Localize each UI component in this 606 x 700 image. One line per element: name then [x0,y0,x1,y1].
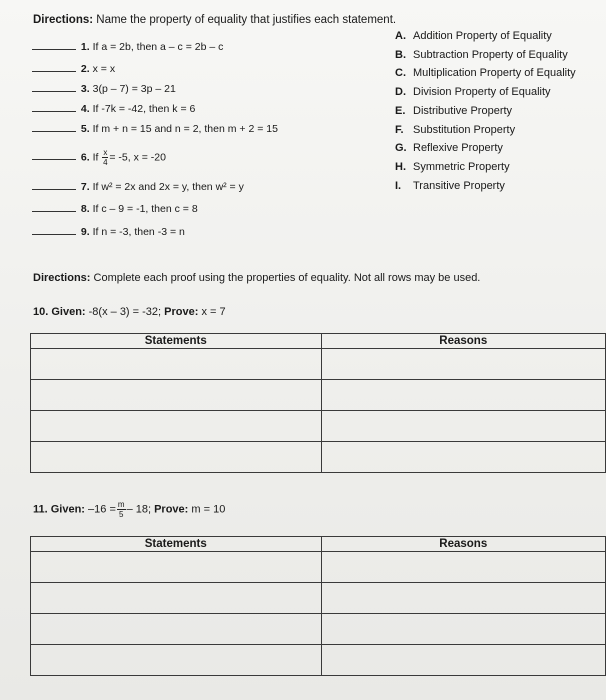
answer-blank[interactable] [32,91,76,92]
reason-cell[interactable] [321,552,606,583]
question-3: 3. 3(p – 7) = 3p – 21 [0,83,176,95]
proof-10-table [30,333,606,473]
statement-cell[interactable] [31,552,322,583]
reason-cell[interactable] [321,645,606,676]
reason-cell[interactable] [321,583,606,614]
answer-blank[interactable] [32,159,76,160]
option-b: B. Subtraction Property of Equality [395,48,568,61]
statement-cell[interactable] [31,583,322,614]
reason-cell[interactable] [321,614,606,645]
question-2: 2. x = x [0,63,115,75]
statements-header: Statements [31,334,322,349]
statement-cell[interactable] [31,411,322,442]
question-9: 9. If n = -3, then -3 = n [0,226,185,238]
question-5: 5. If m + n = 15 and n = 2, then m + 2 = 15 [0,123,278,135]
reason-cell[interactable] [321,380,606,411]
directions-text: Name the property of equality that justifies each statement. [96,14,397,26]
answer-blank[interactable] [32,211,76,212]
question-4: 4. If -7k = -42, then k = 6 [0,103,195,115]
option-d: D. Division Property of Equality [395,86,551,99]
property-options-list [395,27,576,195]
answer-blank[interactable] [32,234,76,235]
statement-cell[interactable] [31,645,322,676]
directions-label: Directions: [33,14,94,26]
fraction: $\frac{x}{4}$ [103,148,108,167]
answer-blank[interactable] [32,189,76,190]
statement-cell[interactable] [31,614,322,645]
statements-header: Statements [31,537,322,552]
option-c: C. Multiplication Property of Equality [395,67,576,80]
proof-11-table [30,536,606,676]
directions-2: Directions: Complete each proof using the properties of equality. Not all rows may be used. [33,272,481,284]
statement-cell[interactable] [31,349,322,380]
reason-cell[interactable] [321,411,606,442]
answer-blank[interactable] [32,49,76,50]
answer-blank[interactable] [32,111,76,112]
option-f: F. Substitution Property [395,123,516,136]
statement-cell[interactable] [31,380,322,411]
question-6: 6. If $\frac{x}{4}$ = -5, x = -20 [0,148,166,167]
answer-blank[interactable] [32,131,76,132]
proof-11-given: 11. Given: –16 = $\frac{m}{5}$ – 18; Prove: m = 10 [33,500,226,519]
question-7: 7. If w² = 2x and 2x = y, then w² = y [0,181,244,193]
fraction: $\frac{m}{5}$ [117,500,125,519]
question-8: 8. If c – 9 = -1, then c = 8 [0,203,198,215]
reason-cell[interactable] [321,349,606,380]
proof-10-given: 10. Given: -8(x – 3) = -32; Prove: x = 7 [33,306,226,318]
statement-cell[interactable] [31,442,322,473]
question-1: 1. If a = 2b, then a – c = 2b – c [0,41,223,53]
directions-heading [33,14,396,26]
option-i: I. Transitive Property [395,179,505,192]
option-a: A. Addition Property of Equality [395,30,552,42]
option-e: E. Distributive Property [395,104,513,117]
option-g: G. Reflexive Property [395,142,503,155]
option-h: H. Symmetric Property [395,160,510,173]
answer-blank[interactable] [32,71,76,72]
reasons-header: Reasons [321,537,606,552]
reasons-header: Reasons [321,334,606,349]
reason-cell[interactable] [321,442,606,473]
